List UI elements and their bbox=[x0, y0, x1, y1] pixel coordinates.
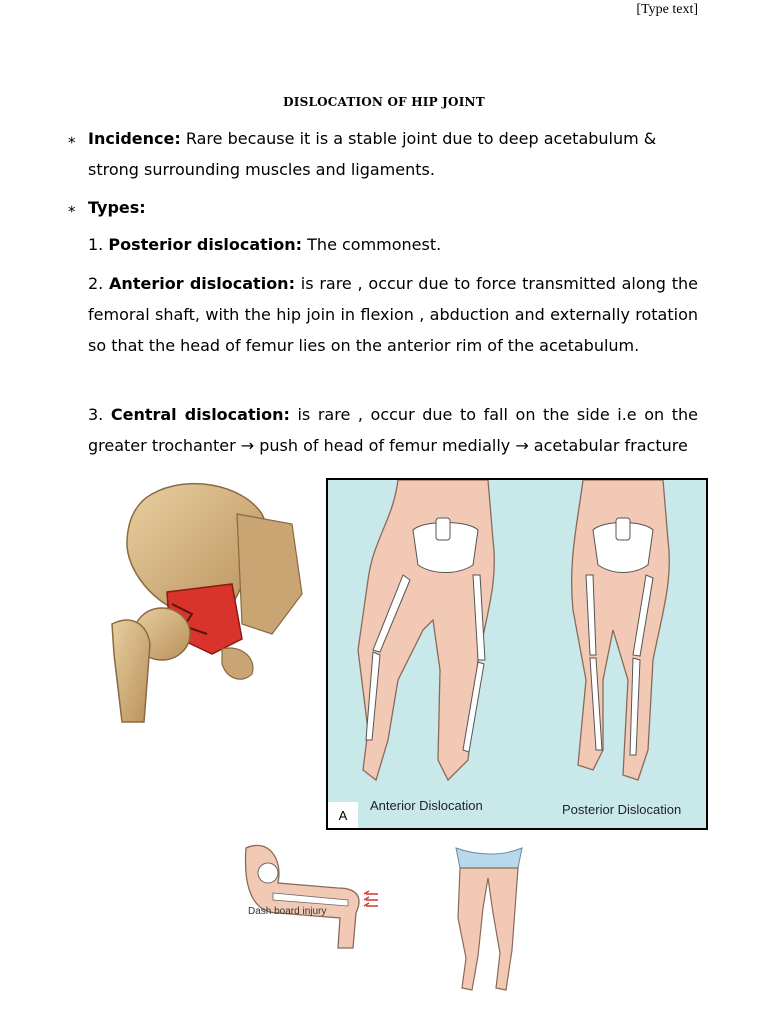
item-number: 2. bbox=[88, 274, 104, 293]
dislocation-comparison-figure bbox=[326, 478, 708, 830]
leg-posture-illustration bbox=[448, 838, 530, 998]
dislocation-legs-illustration bbox=[328, 480, 706, 828]
item-number: 1. bbox=[88, 235, 104, 254]
header-type-text: [Type text] bbox=[636, 2, 698, 17]
types-heading bbox=[88, 192, 388, 223]
list-item bbox=[88, 268, 698, 361]
item-label: Anterior dislocation: bbox=[109, 274, 295, 293]
anterior-dislocation-label: Anterior Dislocation bbox=[370, 798, 483, 813]
list-item bbox=[88, 229, 698, 260]
incidence-text-line1: Rare because it is a stable joint due to deep acetabulum & bbox=[180, 129, 657, 148]
item-label: Posterior dislocation: bbox=[108, 235, 303, 254]
bullet-asterisk-icon: ⁎ bbox=[68, 198, 76, 216]
acetabular-fracture-illustration bbox=[92, 474, 312, 724]
item-label: Central dislocation: bbox=[110, 405, 290, 424]
dashboard-injury-illustration bbox=[238, 838, 386, 950]
incidence-paragraph bbox=[88, 123, 698, 185]
item-number: 3. bbox=[88, 405, 104, 424]
document-title: DISLOCATION OF HIP JOINT bbox=[283, 95, 485, 109]
incidence-text-line2: strong surrounding muscles and ligaments. bbox=[88, 160, 435, 179]
item-text: is rare , occur due to force transmitted along the femoral shaft, with the hip join in flexion , abduction and externally rotation so that the head of femur lies on the anterior rim of the acetabulum. bbox=[88, 274, 699, 355]
figure-letter-label: A bbox=[328, 802, 358, 828]
types-label: Types: bbox=[88, 198, 146, 217]
list-item bbox=[88, 399, 698, 461]
dashboard-injury-label: Dash board injury bbox=[248, 906, 327, 917]
incidence-label: Incidence: bbox=[88, 129, 181, 148]
posterior-dislocation-label: Posterior Dislocation bbox=[562, 802, 682, 817]
item-text: is rare , occur due to fall on the side i.e on the greater trochanter → push of head of femur medially → acetabular fracture bbox=[88, 405, 698, 455]
bullet-asterisk-icon: ⁎ bbox=[68, 129, 76, 147]
item-text: The commonest. bbox=[302, 235, 442, 254]
